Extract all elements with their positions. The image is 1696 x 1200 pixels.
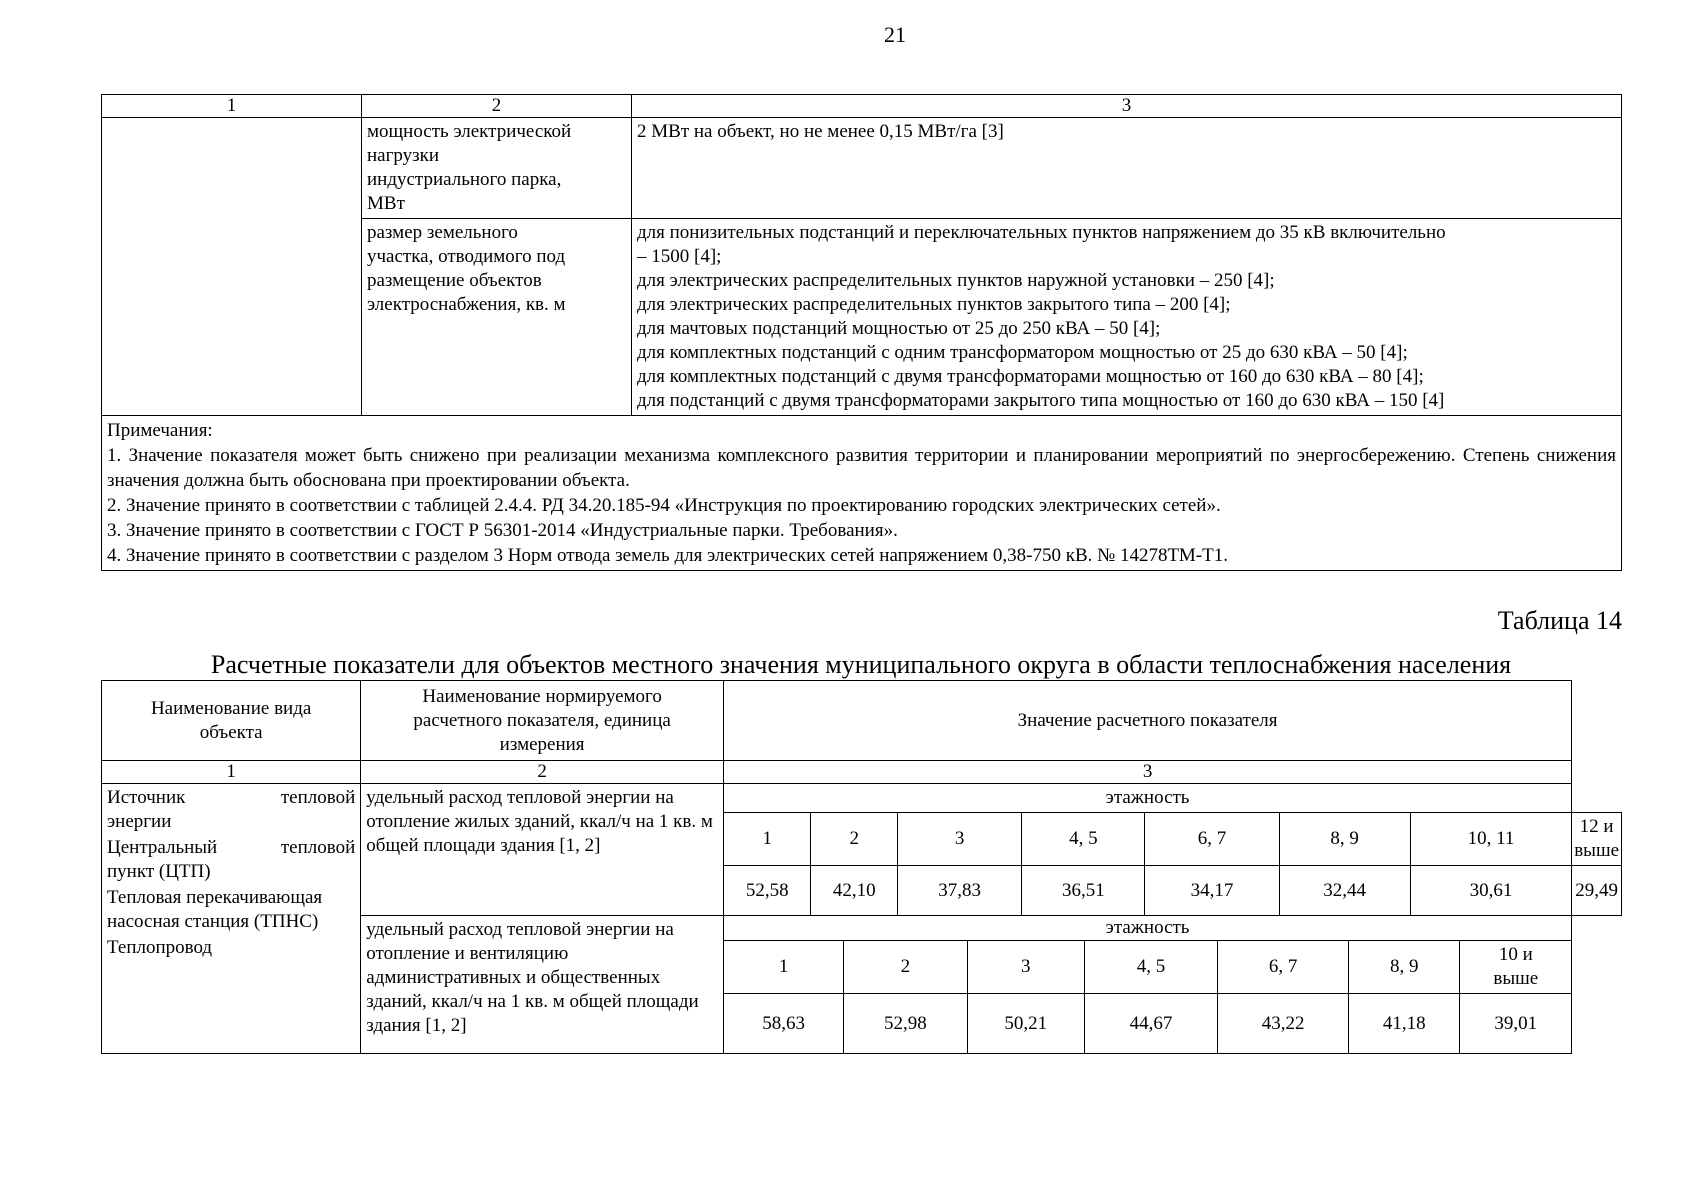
- text-line: размер земельного: [367, 222, 518, 243]
- value-cell: 44,67: [1084, 994, 1217, 1054]
- value-cell: 29,49: [1572, 866, 1622, 916]
- indicator-cell: [362, 118, 632, 219]
- text-line: нагрузки: [367, 145, 440, 166]
- text-line: для мачтовых подстанций мощностью от 25 до 250 кВА – 50 [4];: [637, 318, 1161, 339]
- table-label: Таблица 14: [1497, 606, 1622, 635]
- value-cell: 30,61: [1410, 866, 1571, 916]
- column-number-1: 1: [102, 95, 362, 118]
- header-object-type: Наименование вида объекта: [102, 681, 361, 761]
- text-line: размещение объектов: [367, 270, 542, 291]
- value-cell: 32,44: [1279, 866, 1410, 916]
- floor-cell: 4, 5: [1084, 941, 1217, 994]
- notes-cell: [102, 416, 1622, 571]
- table-row: [102, 118, 1622, 219]
- object-name: Центральный: [107, 837, 218, 858]
- floor-cell: 2: [811, 813, 898, 866]
- column-number-2: 2: [362, 95, 632, 118]
- text-line: 2 МВт на объект, но не менее 0,15 МВт/га [3]: [637, 121, 1004, 142]
- floor-cell: 8, 9: [1279, 813, 1410, 866]
- value-cell: 41,18: [1349, 994, 1460, 1054]
- floors-label: этажность: [723, 784, 1571, 813]
- object-name: тепловой: [280, 837, 356, 858]
- floor-cell: 1: [723, 941, 843, 994]
- object-name: тепловой: [280, 787, 356, 808]
- floor-cell: 3: [898, 813, 1022, 866]
- indicator-public: удельный расход тепловой энергии на отопление и вентиляцию административных и общественных зданий, ккал/ч на 1 кв. м общей площади здания [1, 2]: [361, 916, 724, 1054]
- value-cell: [632, 118, 1622, 219]
- floor-cell: 12 и выше: [1572, 813, 1622, 866]
- value-cell: 34,17: [1145, 866, 1279, 916]
- table-header-row: [102, 681, 1622, 761]
- empty-cell: [102, 118, 362, 416]
- value-cell: 42,10: [811, 866, 898, 916]
- value-cell: 52,98: [844, 994, 967, 1054]
- floor-cell: 1: [723, 813, 811, 866]
- column-number-3: 3: [723, 761, 1571, 784]
- floor-cell: 6, 7: [1218, 941, 1349, 994]
- note-4: 4. Значение принято в соответствии с разделом 3 Норм отвода земель для электрических сетей напряжением 0,38-750 кВ. № 14278ТМ-Т1.: [107, 545, 1228, 566]
- electric-supply-table: [101, 94, 1622, 571]
- note-3: 3. Значение принято в соответствии с ГОСТ Р 56301-2014 «Индустриальные парки. Требования».: [107, 520, 898, 541]
- header-value: Значение расчетного показателя: [723, 681, 1571, 761]
- object-name: Теплопровод: [107, 937, 213, 958]
- column-number-1: 1: [102, 761, 361, 784]
- notes-title: Примечания:: [107, 420, 213, 441]
- floor-cell: 10 и выше: [1460, 941, 1572, 994]
- text-line: электроснабжения, кв. м: [367, 294, 566, 315]
- text-line: для электрических распределительных пунктов закрытого типа – 200 [4];: [637, 294, 1231, 315]
- floor-cell: 8, 9: [1349, 941, 1460, 994]
- value-cell: 52,58: [723, 866, 811, 916]
- value-cell: 58,63: [723, 994, 843, 1054]
- text-line: мощность электрической: [367, 121, 572, 142]
- value-cell: 43,22: [1218, 994, 1349, 1054]
- object-name: пункт (ЦТП): [107, 861, 211, 882]
- column-numbers-row: [102, 761, 1622, 784]
- text-line: для комплектных подстанций с одним трансформатором мощностью от 25 до 630 кВА – 50 [4];: [637, 342, 1408, 363]
- text-line: индустриального парка,: [367, 169, 562, 190]
- text-line: для подстанций с двумя трансформаторами закрытого типа мощностью от 160 до 630 кВА – 150 [4]: [637, 390, 1445, 411]
- object-name: Тепловая перекачивающая насосная станция (ТПНС): [107, 887, 323, 932]
- note-1: 1. Значение показателя может быть снижено при реализации механизма комплексного развития территории и планировании мероприятий по энергосбережению. Степень снижения значения должна быть обоснована при проектировании объекта.: [107, 445, 1616, 491]
- text-line: МВт: [367, 193, 405, 214]
- note-2: 2. Значение принято в соответствии с таблицей 2.4.4. РД 34.20.185-94 «Инструкция по проектированию городских электрических сетей».: [107, 495, 1221, 516]
- indicator-residential: удельный расход тепловой энергии на отопление жилых зданий, ккал/ч на 1 кв. м общей площади здания [1, 2]: [361, 784, 724, 916]
- table-title: Расчетные показатели для объектов местного значения муниципального округа в области теплоснабжения населения: [210, 650, 1512, 679]
- floor-cell: 4, 5: [1022, 813, 1145, 866]
- notes-row: [102, 416, 1622, 571]
- text-line: для комплектных подстанций с двумя трансформаторами мощностью от 160 до 630 кВА – 80 [4];: [637, 366, 1424, 387]
- floor-cell: 2: [844, 941, 967, 994]
- indicator-cell: [362, 219, 632, 416]
- object-name: энергии: [107, 811, 172, 832]
- column-number-2: 2: [361, 761, 724, 784]
- floors-label-row: [102, 784, 1622, 813]
- floor-cell: 3: [967, 941, 1084, 994]
- object-types-cell: [102, 784, 361, 1054]
- text-line: для электрических распределительных пунктов наружной установки – 250 [4];: [637, 270, 1275, 291]
- floor-cell: 10, 11: [1410, 813, 1571, 866]
- floors-label: этажность: [723, 916, 1571, 941]
- floor-cell: 6, 7: [1145, 813, 1279, 866]
- text-line: – 1500 [4];: [637, 246, 722, 267]
- object-name: Источник: [107, 787, 186, 808]
- header-indicator: Наименование нормируемого расчетного показателя, единица измерения: [361, 681, 724, 761]
- text-line: участка, отводимого под: [367, 246, 566, 267]
- value-cell: 37,83: [898, 866, 1022, 916]
- value-cell: 36,51: [1022, 866, 1145, 916]
- value-cell: 50,21: [967, 994, 1084, 1054]
- heat-supply-table: [101, 680, 1622, 1054]
- page-number: 21: [884, 22, 906, 47]
- table-header-row: [102, 95, 1622, 118]
- value-cell: [632, 219, 1622, 416]
- text-line: для понизительных подстанций и переключательных пунктов напряжением до 35 кВ включительно: [637, 222, 1446, 243]
- column-number-3: 3: [632, 95, 1622, 118]
- value-cell: 39,01: [1460, 994, 1572, 1054]
